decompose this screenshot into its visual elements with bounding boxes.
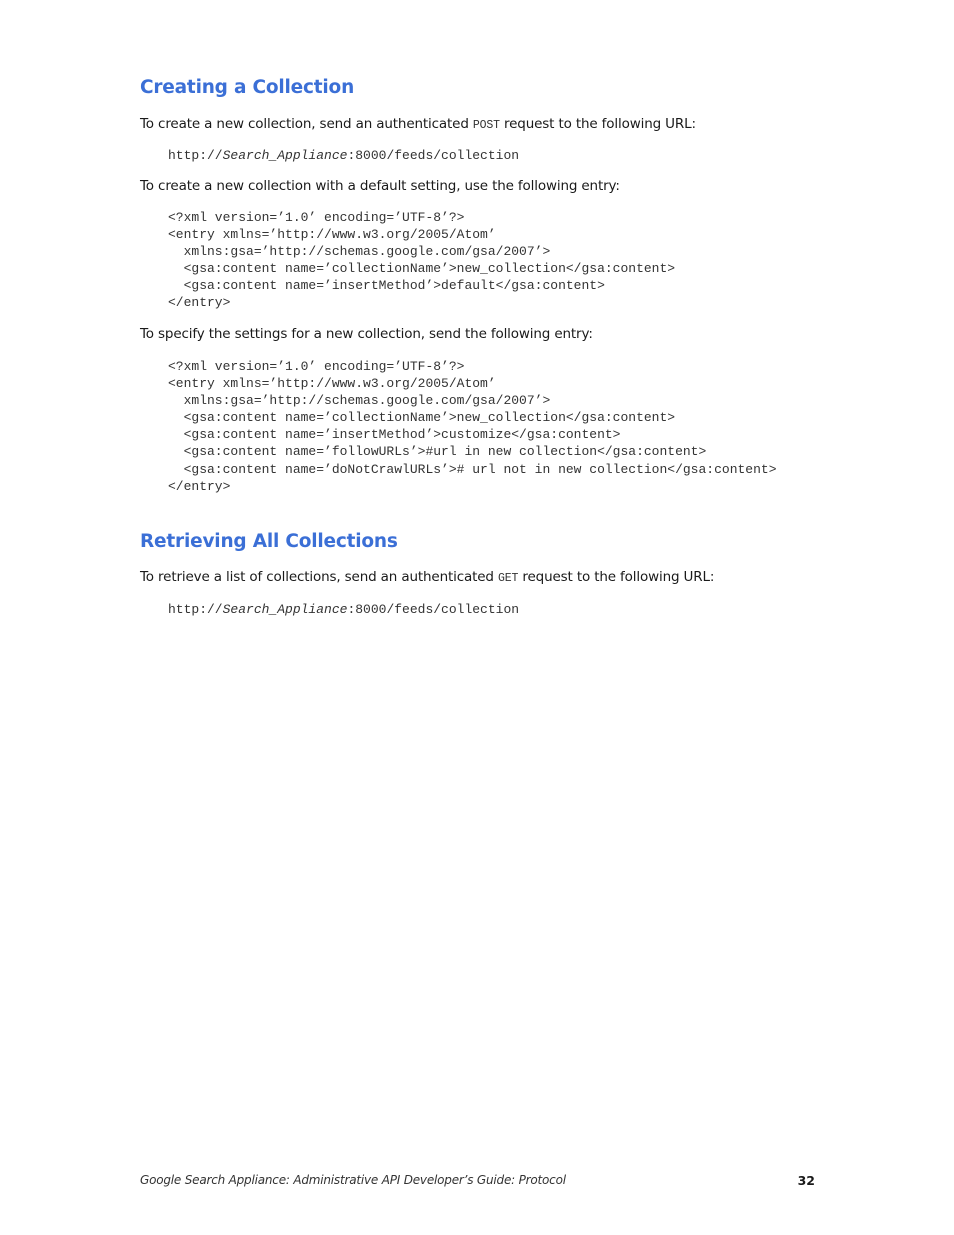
retrieving-collections-intro [140, 569, 714, 587]
creating-collection-intro [140, 116, 696, 134]
intro-text-after: request to the following URL: [499, 116, 696, 132]
retrieve-collections-url [168, 601, 519, 618]
url-variable: Search_Appliance [222, 148, 348, 163]
footer-document-title: Google Search Appliance: Administrative API Developer’s Guide: Protocol [140, 1173, 566, 1187]
default-entry-code: <?xml version=’1.0’ encoding=’UTF-8’?> <entry xmlns=’http://www.w3.org/2005/Atom’ xmlns:gsa=’http://schemas.google.com/gsa/2007’> <gsa:content name=’collectionName’>new_collection</gsa:content> <gsa:content name=’insertMethod’>default</gsa:content> </entry> [168, 210, 676, 311]
http-method-post: POST [472, 119, 500, 132]
footer-page-number: 32 [797, 1173, 815, 1188]
http-method-get: GET [498, 572, 519, 585]
intro-text-before: To create a new collection, send an authenticated [140, 116, 473, 132]
default-entry-intro: To create a new collection with a default setting, use the following entry: [140, 178, 620, 194]
url-prefix: http:// [168, 148, 223, 163]
settings-entry-code: <?xml version=’1.0’ encoding=’UTF-8’?> <entry xmlns=’http://www.w3.org/2005/Atom’ xmlns:gsa=’http://schemas.google.com/gsa/2007’> <gsa:content name=’collectionName’>new_collection</gsa:content> <gsa:content name=’insertMethod’>customize</gsa:content> <gsa:content name=’followURLs’>#url in new collection</gsa:content> <gsa:content name=’doNotCrawlURLs’># url not in new collection</gsa:content> </entry> [168, 359, 777, 494]
create-collection-url [168, 147, 519, 164]
section-title-retrieving-collections: Retrieving All Collections [140, 531, 398, 552]
url-suffix: :8000/feeds/collection [347, 602, 520, 617]
url-prefix: http:// [168, 602, 223, 617]
settings-entry-intro: To specify the settings for a new collection, send the following entry: [140, 326, 593, 342]
url-suffix: :8000/feeds/collection [347, 148, 520, 163]
intro-text-after: request to the following URL: [518, 569, 715, 585]
url-variable: Search_Appliance [222, 602, 348, 617]
intro-text-before: To retrieve a list of collections, send an authenticated [140, 569, 498, 585]
section-title-creating-collection: Creating a Collection [140, 77, 355, 98]
